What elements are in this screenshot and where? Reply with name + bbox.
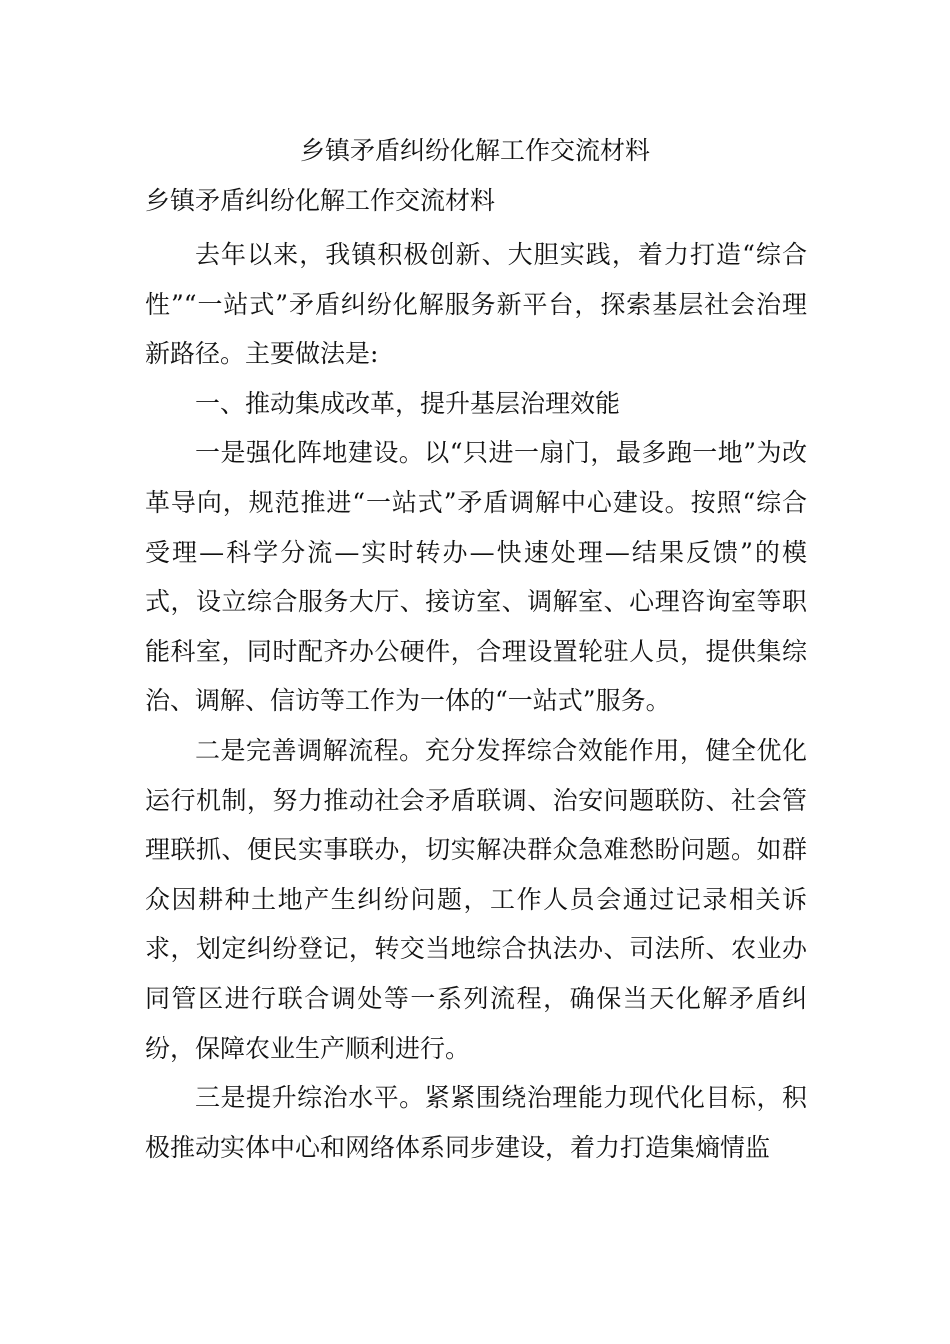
document-body [145, 230, 807, 1172]
paragraph-3: 三是提升综治水平。紧紧围绕治理能力现代化目标，积极推动实体中心和网络体系同步建设，着力打造集熵情监 [145, 1083, 807, 1162]
document-title: 乡镇矛盾纠纷化解工作交流材料 [299, 136, 650, 165]
document-subtitle: 乡镇矛盾纠纷化解工作交流材料 [145, 186, 496, 215]
paragraph-intro: 去年以来，我镇积极创新、大胆实践，着力打造“综合性”“一站式”矛盾纠纷化解服务新平台，探索基层社会治理新路径。主要做法是: [145, 240, 807, 369]
paragraph-1: 一是强化阵地建设。以“只进一扇门，最多跑一地”为改革导向，规范推进“一站式”矛盾调解中心建设。按照“综合受理—科学分流—实时转办—快速处理—结果反馈”的模式，设立综合服务大厅、接访室、调解室、心理咨询室等职能科室，同时配齐办公硬件，合理设置轮驻人员，提供集综治、调解、信访等工作为一体的“一站式”服务。 [145, 438, 807, 716]
paragraph-2: 二是完善调解流程。充分发挥综合效能作用，健全优化运行机制，努力推动社会矛盾联调、治安问题联防、社会管理联抓、便民实事联办，切实解决群众急难愁盼问题。如群众因耕种土地产生纠纷问题，工作人员会通过记录相关诉求，划定纠纷登记，转交当地综合执法办、司法所、农业办同管区进行联合调处等一系列流程，确保当天化解矛盾纠纷，保障农业生产顺利进行。 [145, 735, 807, 1063]
section-heading-1: 一、推动集成改革，提升基层治理效能 [195, 388, 621, 418]
